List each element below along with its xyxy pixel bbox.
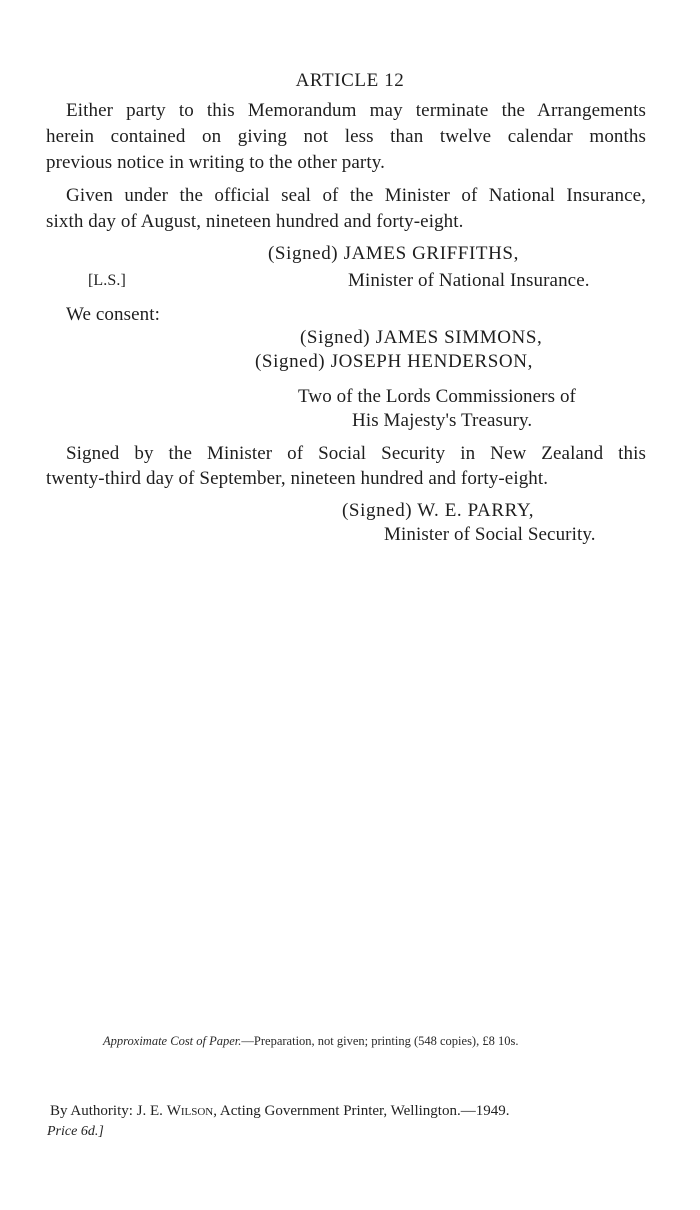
article-para1-line3: previous notice in writing to the other party.: [46, 152, 385, 173]
price-line: Price 6d.]: [47, 1124, 104, 1139]
signature-henderson: (Signed) JOSEPH HENDERSON,: [255, 351, 533, 372]
lords-role-line1: Two of the Lords Commissioners of: [298, 386, 576, 407]
given-line2: sixth day of August, nineteen hundred and forty-eight.: [46, 211, 464, 232]
article-para1-line2: herein contained on giving not less than twelve calendar months: [46, 126, 646, 147]
imprint-prefix: By Authority: J. E.: [50, 1103, 167, 1119]
seal-mark: [L.S.]: [88, 272, 126, 289]
printer-imprint: [50, 1103, 509, 1120]
given-line1: Given under the official seal of the Minister of National Insurance,: [66, 185, 646, 206]
nz-line2: twenty-third day of September, nineteen hundred and forty-eight.: [46, 468, 549, 489]
consent-label: We consent:: [66, 304, 161, 325]
parry-title: Minister of Social Security.: [384, 524, 596, 545]
signature-simmons: (Signed) JAMES SIMMONS,: [300, 327, 543, 348]
article-heading: ARTICLE 12: [295, 70, 405, 91]
article-para1-line1: Either party to this Memorandum may terminate the Arrangements: [66, 100, 646, 121]
griffiths-title: Minister of National Insurance.: [348, 270, 590, 291]
nz-line1: Signed by the Minister of Social Security in New Zealand this: [66, 443, 646, 464]
imprint-name: Wilson: [166, 1103, 214, 1119]
signature-parry: (Signed) W. E. PARRY,: [342, 500, 535, 521]
imprint-suffix: , Acting Government Printer, Wellington.—1949.: [213, 1103, 510, 1119]
signature-griffiths: (Signed) JAMES GRIFFITHS,: [268, 243, 519, 264]
cost-footnote: [103, 1034, 518, 1049]
lords-role-line2: His Majesty's Treasury.: [352, 410, 533, 431]
cost-label: Approximate Cost of Paper.: [103, 1034, 242, 1048]
cost-text: —Preparation, not given; printing (548 copies), £8 10s.: [241, 1034, 519, 1048]
